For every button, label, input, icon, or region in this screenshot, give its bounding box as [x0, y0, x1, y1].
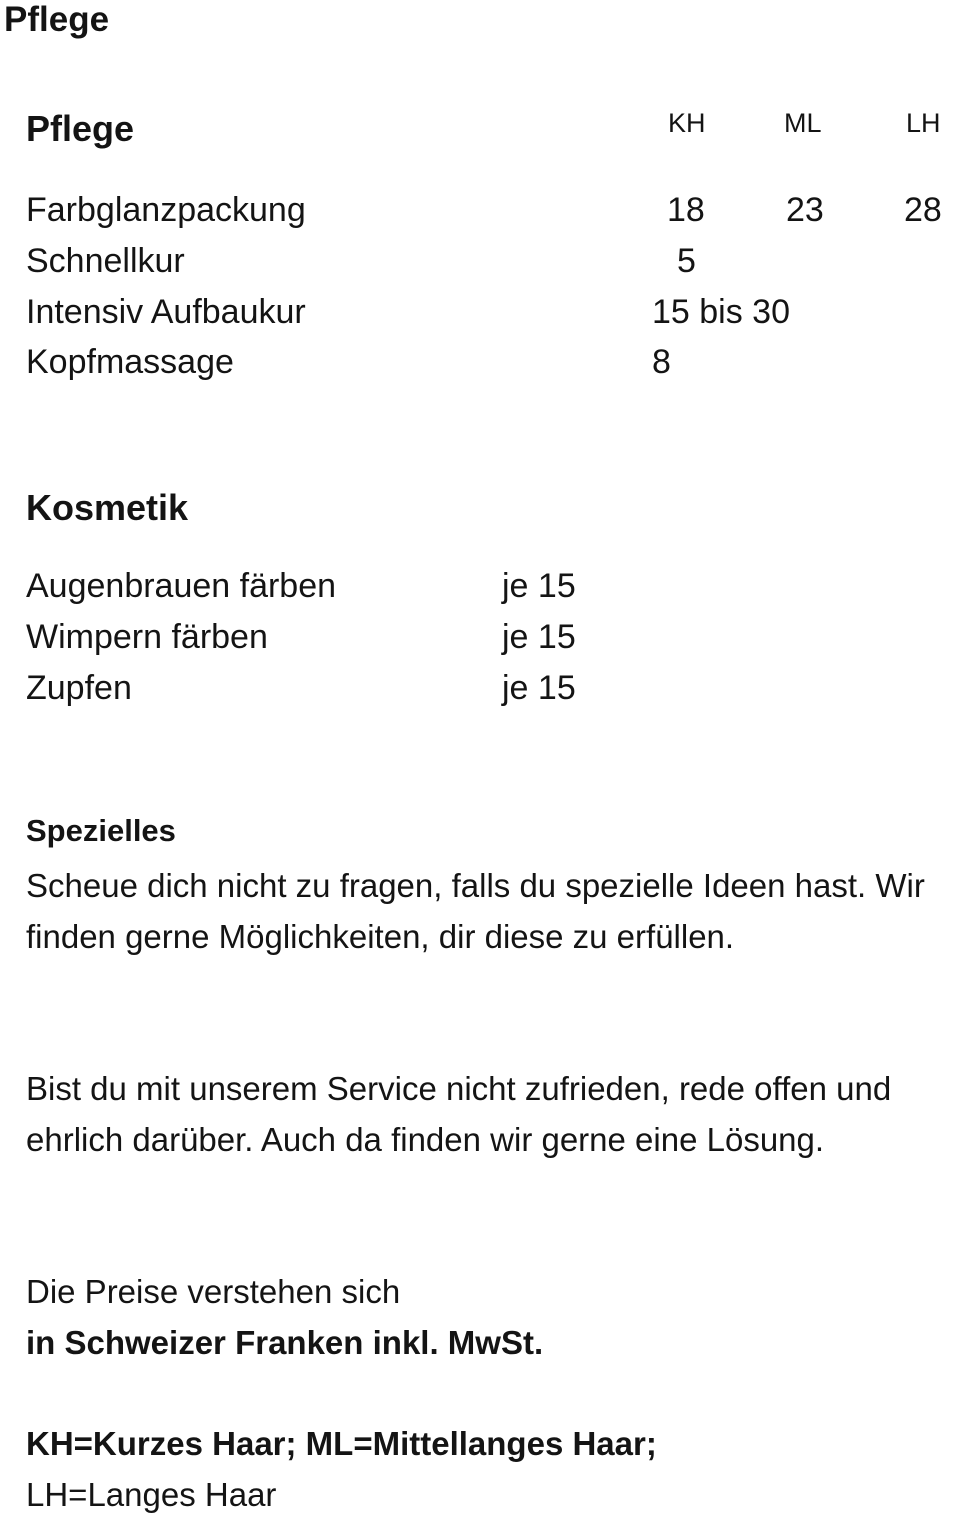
pflege-heading: Pflege: [26, 108, 135, 149]
prices-note-currency: in Schweizer Franken inkl. MwSt.: [26, 1324, 544, 1361]
column-header-ml: ML: [784, 108, 822, 138]
legend-line: KH=Kurzes Haar; ML=Mittellanges Haar;: [26, 1425, 657, 1462]
spezielles-paragraph: Scheue dich nicht zu fragen, falls du spezielle Ideen hast. Wir finden gerne Möglichkeiten, dir diese zu erfüllen.: [26, 867, 925, 955]
legend-line: LH=Langes Haar: [26, 1476, 277, 1513]
price-row-label: Kopfmassage: [26, 343, 234, 381]
kosmetik-heading: Kosmetik: [26, 487, 189, 528]
price-value: je 15: [502, 669, 576, 707]
price-value: je 15: [502, 567, 576, 605]
spezielles-heading: Spezielles: [26, 813, 176, 848]
price-row-label: Zupfen: [26, 669, 132, 707]
price-row-label: Farbglanzpackung: [26, 191, 306, 229]
feedback-paragraph: Bist du mit unserem Service nicht zufrieden, rede offen und ehrlich darüber. Auch da finden wir gerne eine Lösung.: [26, 1070, 892, 1158]
price-row-label: Intensiv Aufbaukur: [26, 293, 306, 331]
column-header-kh: KH: [668, 108, 706, 138]
price-value: 5: [677, 242, 696, 280]
page-title: Pflege: [4, 0, 110, 39]
price-ml: 23: [786, 191, 824, 229]
price-value: je 15: [502, 618, 576, 656]
prices-note: Die Preise verstehen sich: [26, 1273, 401, 1310]
price-row-label: Schnellkur: [26, 242, 185, 280]
price-value: 15 bis 30: [652, 293, 790, 331]
price-row-label: Augenbrauen färben: [26, 567, 337, 605]
price-lh: 28: [904, 191, 942, 229]
price-value: 8: [652, 343, 671, 381]
column-header-lh: LH: [906, 108, 941, 138]
price-row-label: Wimpern färben: [26, 618, 268, 656]
price-kh: 18: [667, 191, 705, 229]
